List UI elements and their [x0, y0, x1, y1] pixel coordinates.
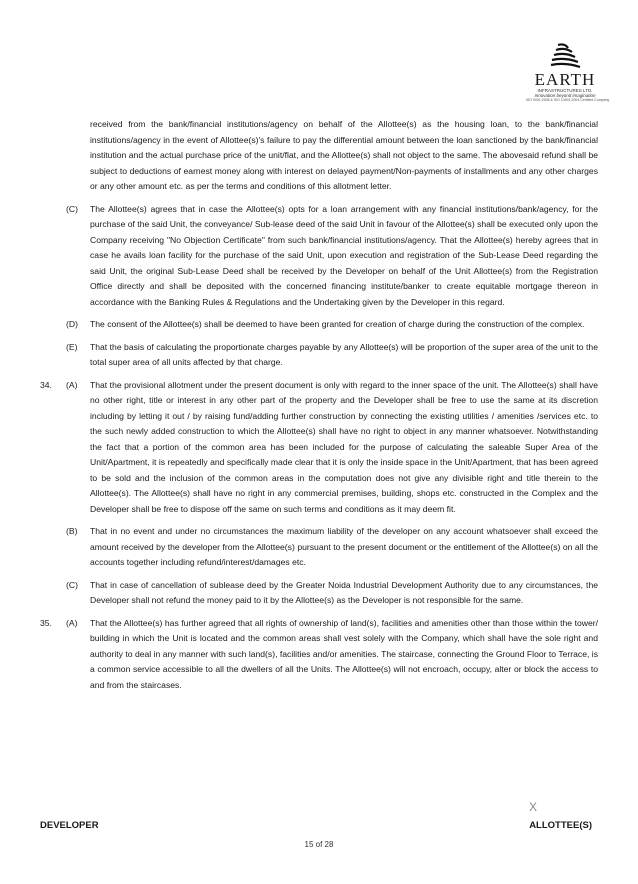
clause-34-b	[40, 524, 598, 571]
clause-35-a	[40, 616, 598, 694]
clause-text: That the provisional allotment under the present document is only with regard to the inner space of the unit. The Allottee(s) shall have no other right, title or interest in any other part of the property and the Developer shall be free to use the same at its discretion including by letting it out / by raising fund/adding further construction by connecting the existing utilities / amenities /services etc. to the such newly added construction to which the Allottee(s) shall have no right to object in any manner whatsoever. Notwithstanding the fact that a portion of the common area has been included for the purpose of calculating the saleable Super Area of the Unit/Apartment, it is repeatedly and specifically made clear that it is only the inside space in the Unit/Apartment, that has been agreed to be sold and the inclusion of the common areas in the computation does not give any divisible right and title therein to the Allottee(s). The Allottee(s) shall have no right in any commercial premises, building, shops etc. constructed in the Complex and the Developer shall be free to dispose off the same on such terms and conditions as it may deem fit.	[90, 379, 598, 514]
clause-34-c	[40, 578, 598, 609]
clause-letter: (C)	[66, 203, 78, 214]
clause-33-d	[40, 317, 598, 333]
clause-text: The consent of the Allottee(s) shall be deemed to have been granted for creation of charge during the construction of the complex.	[90, 319, 585, 329]
signature-mark: X	[529, 800, 538, 814]
logo-subtitle: INFRASTRUCTURES LTD.	[537, 88, 593, 93]
clause-number: 35.	[40, 617, 52, 628]
continuation-paragraph: received from the bank/financial institutions/agency on behalf of the Allottee(s) as the housing loan, to the bank/financial institutions/agency in the event of Allottee(s)'s failure to pay the differential amount between the loan sanctioned by the bank/financial institution and the actual purchase price of the unit/flat, and the Allottee(s) shall not object to the same. The abovesaid refund shall be subject to deductions of earnest money along with interest on delayed payment/Non-payments of installments and any other charges or any other amount etc. as per the terms and conditions of this allotment letter.	[90, 119, 598, 191]
allottee-signature-label: ALLOTTEE(S)	[529, 820, 592, 831]
clause-letter: (A)	[66, 379, 78, 390]
clause-letter: (E)	[66, 341, 78, 352]
clause-33-e	[40, 340, 598, 371]
earth-logo-icon	[548, 42, 582, 70]
document-body	[40, 117, 598, 693]
logo-name: EARTH	[534, 70, 596, 89]
clause-letter: (A)	[66, 617, 78, 628]
logo-iso: ISO 9001:2008 & ISO 14001:2004 Certified Company	[526, 98, 610, 102]
clause-letter: (D)	[66, 319, 78, 329]
page-number: 15 of 28	[304, 840, 334, 849]
clause-text: That the basis of calculating the proportionate charges payable by any Allottee(s) will be proportion of the super area of the unit to the total super area of all units affected by that charge.	[90, 341, 598, 367]
clause-text: That the Allottee(s) has further agreed that all rights of ownership of land(s), facilities and amenities other than those within the tower/ building in which the Unit is located and the common areas shall vest solely with the Company, which shall have the sole right and authority to deal in any manner with such land(s), facilities and/or amenities. The staircase, connecting the Ground Floor to Terrace, is a common service accessible to all the dwellers of all the Units. The Allottee(s) will not encroach, occupy, alter or block the access to and from the staircases.	[90, 617, 598, 690]
clause-letter: (C)	[66, 579, 78, 590]
clause-text: That in no event and under no circumstances the maximum liability of the developer on any account whatsoever shall exceed the amount received by the developer from the Allottee(s) pursuant to the present document or the entitlement of the Allottee(s) on all the accounts together including refund/interest/damages etc.	[90, 526, 598, 567]
developer-signature-label: DEVELOPER	[40, 820, 99, 831]
clause-33-c	[40, 202, 598, 311]
clause-text: That in case of cancellation of sublease deed by the Greater Noida Industrial Development Authority due to any circumstances, the Developer shall not refund the money paid to it by the Allottee(s) as the Developer is not responsible for the same.	[90, 579, 598, 605]
clause-34-a	[40, 378, 598, 518]
logo-tagline: Innovation beyond imagination	[534, 93, 596, 98]
company-logo	[526, 42, 610, 102]
clause-text: The Allottee(s) agrees that in case the Allottee(s) opts for a loan arrangement with any financial institutions/bank/agency, for the purchase of the said Unit, the conveyance/ Sub-lease deed of the said Unit in favour of the Allottee(s) shall be executed only upon the Company receiving "No Objection Certificate" from such bank/financial institutions/agency. That the Allottee(s) hereby agrees that in case he avails loan facility for the purchase of the said Unit, upon execution and registration of the Sub-Lease Deed regarding the said Unit, the original Sub-Lease Deed shall be received by the Developer on behalf of the Unit Allottee(s) from the Registration Office directly and shall be deposited with the concerned financing institute/banker to create equitable mortgage thereon in accordance with the Banking Rules & Regulations and the Undertaking given by the Developer in this regard.	[90, 203, 598, 307]
clause-number: 34.	[40, 379, 52, 390]
clause-letter: (B)	[66, 526, 78, 536]
